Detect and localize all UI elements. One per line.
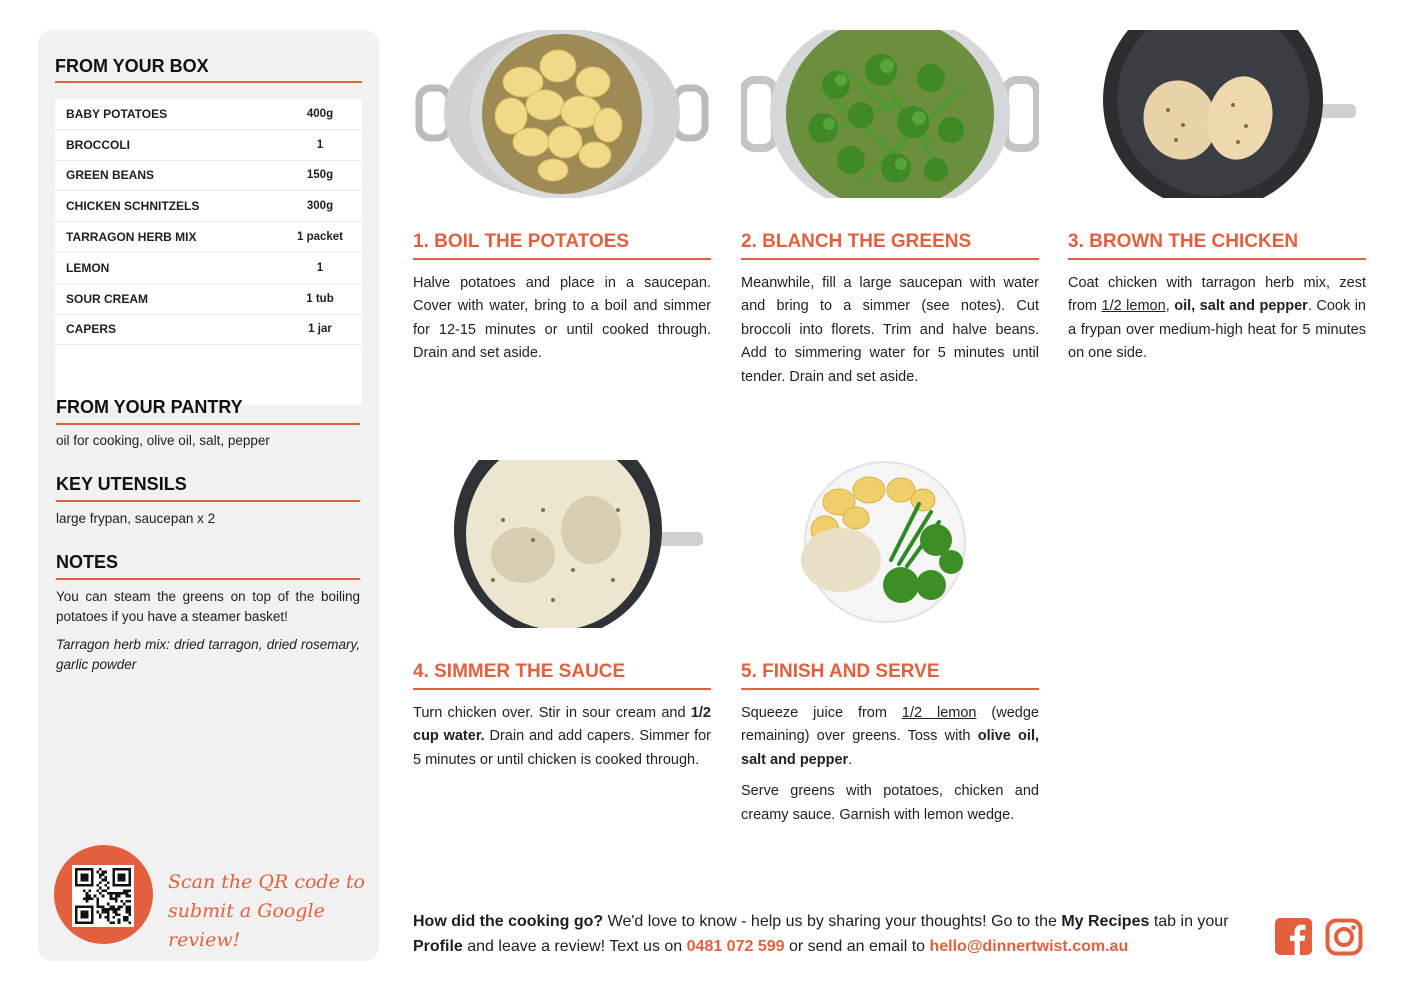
text-run: Turn chicken over. Stir in sour cream and [413,705,691,721]
sidebar-panel [38,30,379,961]
ingredient-name: SOUR CREAM [66,291,149,306]
utensils-list: large frypan, saucepan x 2 [56,511,216,526]
text-run: Drain and add capers. Simmer for 5 minutes or until chicken is cooked through. [413,728,711,768]
ingredient-name: BROCCOLI [66,137,130,152]
ingredient-name: LEMON [66,260,110,275]
instruction-paragraph [413,702,711,772]
step-card [741,30,1039,389]
step-title: 5. FINISH AND SERVE [741,661,1039,690]
text-run: 1/2 lemon [901,705,977,721]
step-title: 1. BOIL THE POTATOES [413,231,711,260]
text-run: We'd love to know - help us by sharing your thoughts! Go to the [603,913,1062,930]
instagram-icon[interactable] [1325,918,1363,961]
step-instructions [741,272,1039,389]
feedback-message [413,909,1263,959]
facebook-icon[interactable] [1275,918,1312,960]
text-run: , [1165,298,1175,315]
greens-photo [741,30,1039,198]
text-run: My Recipes [1061,913,1150,930]
text-run: tab in your [1149,913,1229,930]
finished-plate-photo [741,460,1039,628]
instruction-paragraph [413,272,711,366]
qr-caption [168,868,379,955]
chicken-frypan-photo [1068,30,1366,198]
step-card [1068,30,1366,366]
qr-caption-line: Scan the QR code to [168,871,365,893]
qr-badge[interactable] [54,845,153,944]
ingredient-qty: 1 packet [296,231,344,244]
step-instructions [1068,272,1366,366]
pantry-items: oil for cooking, olive oil, salt, pepper [56,433,270,448]
text-run: olive oil, salt and pepper [741,728,1040,768]
key-utensils-title: KEY UTENSILS [56,474,187,494]
instruction-paragraph [741,780,1039,827]
table-row [55,222,362,253]
text-run: (wedge remaining) over greens. Toss with [741,705,1039,745]
text-run: Squeeze juice from [741,705,902,721]
instruction-paragraph [741,272,1039,389]
text-run: . Cook in a frypan over medium-high heat for 5 minutes on one side. [1068,298,1366,362]
step-title: 3. BROWN THE CHICKEN [1068,231,1366,260]
section-divider [56,578,360,580]
table-row [55,191,362,222]
table-row [55,284,362,315]
qr-caption-line: submit a Google review! [168,900,325,951]
qr-code-icon[interactable] [72,865,134,927]
ingredient-table [55,99,362,405]
step-instructions [413,272,711,366]
instruction-paragraph [1068,272,1366,366]
section-divider [56,500,360,502]
text-run: How did the cooking go? [413,913,604,930]
step-card [413,460,711,772]
text-run: 1/2 cup water. [413,705,711,745]
section-divider [55,81,362,83]
text-run: Meanwhile, fill a large saucepan with water and bring to a simmer (see notes). Cut broccoli into florets. Trim and halve beans. Add to simmering water for 5 minutes until tender. Drain and set aside. [741,275,1039,385]
step-instructions [413,702,711,772]
notes-herb-mix: Tarragon herb mix: dried tarragon, dried rosemary, garlic powder [56,637,360,672]
table-row [55,253,362,284]
step-card [413,30,711,366]
text-run: Halve potatoes and place in a saucepan. Cover with water, bring to a boil and simmer for 12-15 minutes or until cooked through. Drain and set aside. [413,275,711,362]
table-row [55,315,362,346]
ingredient-qty: 1 jar [308,323,332,336]
ingredient-qty: 150g [306,169,334,182]
step-title: 2. BLANCH THE GREENS [741,231,1039,260]
ingredient-name: CHICKEN SCHNITZELS [66,199,200,214]
step-card [741,460,1039,827]
section-divider [56,423,360,425]
instruction-paragraph [741,702,1039,772]
potatoes-photo [413,30,711,198]
text-run: Serve greens with potatoes, chicken and creamy sauce. Garnish with lemon wedge. [741,783,1039,823]
ingredient-qty: 1 [316,138,324,151]
notes-title: NOTES [56,552,119,572]
ingredient-qty: 300g [306,200,334,213]
table-row [55,99,362,130]
text-run: Profile [413,938,463,955]
step-title: 4. SIMMER THE SAUCE [413,661,711,690]
text-run: Coat chicken with tarragon herb mix, zest from [1068,275,1366,315]
table-row [55,161,362,192]
ingredient-name: GREEN BEANS [66,168,155,183]
from-your-box-title: FROM YOUR BOX [55,56,209,76]
text-run[interactable]: 0481 072 599 [686,938,785,955]
text-run: . [848,751,853,768]
ingredient-name: BABY POTATOES [66,106,168,121]
ingredient-name: CAPERS [66,322,117,337]
table-row [55,130,362,161]
text-run: or send an email to [784,938,930,955]
step-instructions [741,702,1039,827]
text-run: 1/2 lemon [1101,298,1166,315]
ingredient-qty: 1 tub [306,292,334,305]
ingredient-qty: 400g [306,107,334,120]
sauce-frypan-photo [413,460,711,628]
text-run: oil, salt and pepper [1174,298,1308,315]
notes-text: You can steam the greens on top of the boiling potatoes if you have a steamer basket! [56,589,360,624]
text-run[interactable]: hello@dinnertwist.com.au [929,938,1129,955]
text-run: and leave a review! Text us on [462,938,687,955]
ingredient-qty: 1 [316,261,324,274]
ingredient-name: TARRAGON HERB MIX [66,230,197,245]
from-your-pantry-title: FROM YOUR PANTRY [56,397,243,417]
